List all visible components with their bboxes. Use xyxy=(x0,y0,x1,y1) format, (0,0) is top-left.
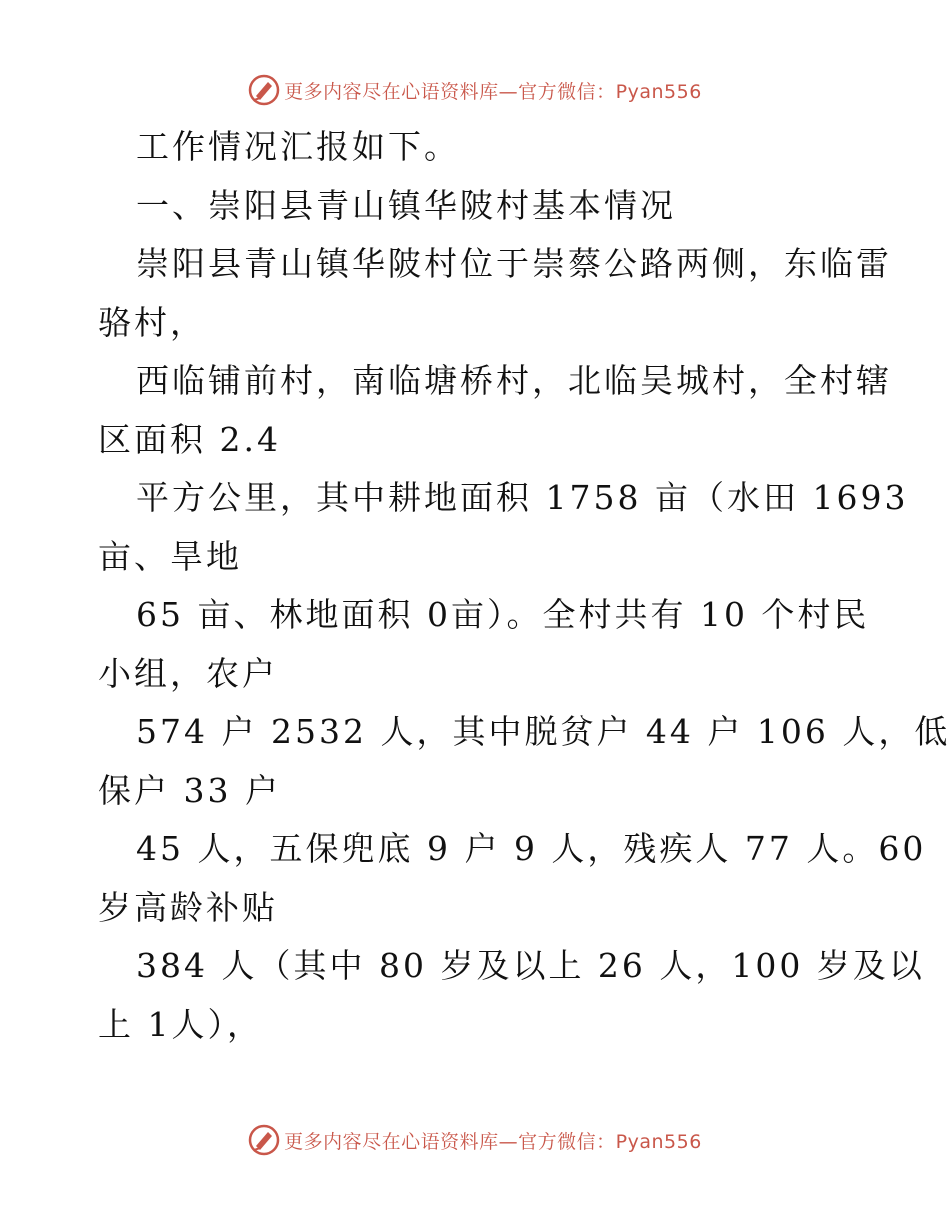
body-line: 岁高龄补贴 xyxy=(98,887,278,927)
body-line: 45 人，五保兜底 9 户 9 人，残疾人 77 人。60 xyxy=(136,829,927,868)
body-line: 65 亩、林地面积 0亩）。全村共有 10 个村民 xyxy=(136,595,870,634)
body-line: 工作情况汇报如下。 xyxy=(136,127,460,166)
body-line: 上 1人）， xyxy=(98,1004,263,1044)
footer-banner xyxy=(0,1120,950,1160)
body-line: 384 人（其中 80 岁及以上 26 人，100 岁及以 xyxy=(136,946,925,985)
body-line: 平方公里，其中耕地面积 1758 亩（水田 1693 xyxy=(136,478,909,517)
brand-logo-icon xyxy=(248,74,280,106)
section-heading: 一、崇阳县青山镇华陂村基本情况 xyxy=(136,185,676,225)
header-banner xyxy=(0,70,950,110)
body-line: 西临铺前村，南临塘桥村，北临吴城村，全村辖 xyxy=(136,361,892,400)
body-line: 保户 33 户 xyxy=(98,770,281,810)
document-body xyxy=(98,118,950,1054)
header-banner-text: 更多内容尽在心语资料库—官方微信：Pyan556 xyxy=(284,80,702,103)
body-line: 区面积 2.4 xyxy=(98,419,281,459)
body-line: 亩、旱地 xyxy=(98,536,242,576)
body-line: 骆村， xyxy=(98,302,206,342)
body-line: 小组，农户 xyxy=(98,653,278,693)
footer-banner-text: 更多内容尽在心语资料库—官方微信：Pyan556 xyxy=(284,1130,702,1153)
brand-logo-icon xyxy=(248,1124,280,1156)
body-line: 崇阳县青山镇华陂村位于崇蔡公路两侧，东临雷 xyxy=(136,244,892,283)
body-line: 574 户 2532 人，其中脱贫户 44 户 106 人，低 xyxy=(136,712,950,751)
